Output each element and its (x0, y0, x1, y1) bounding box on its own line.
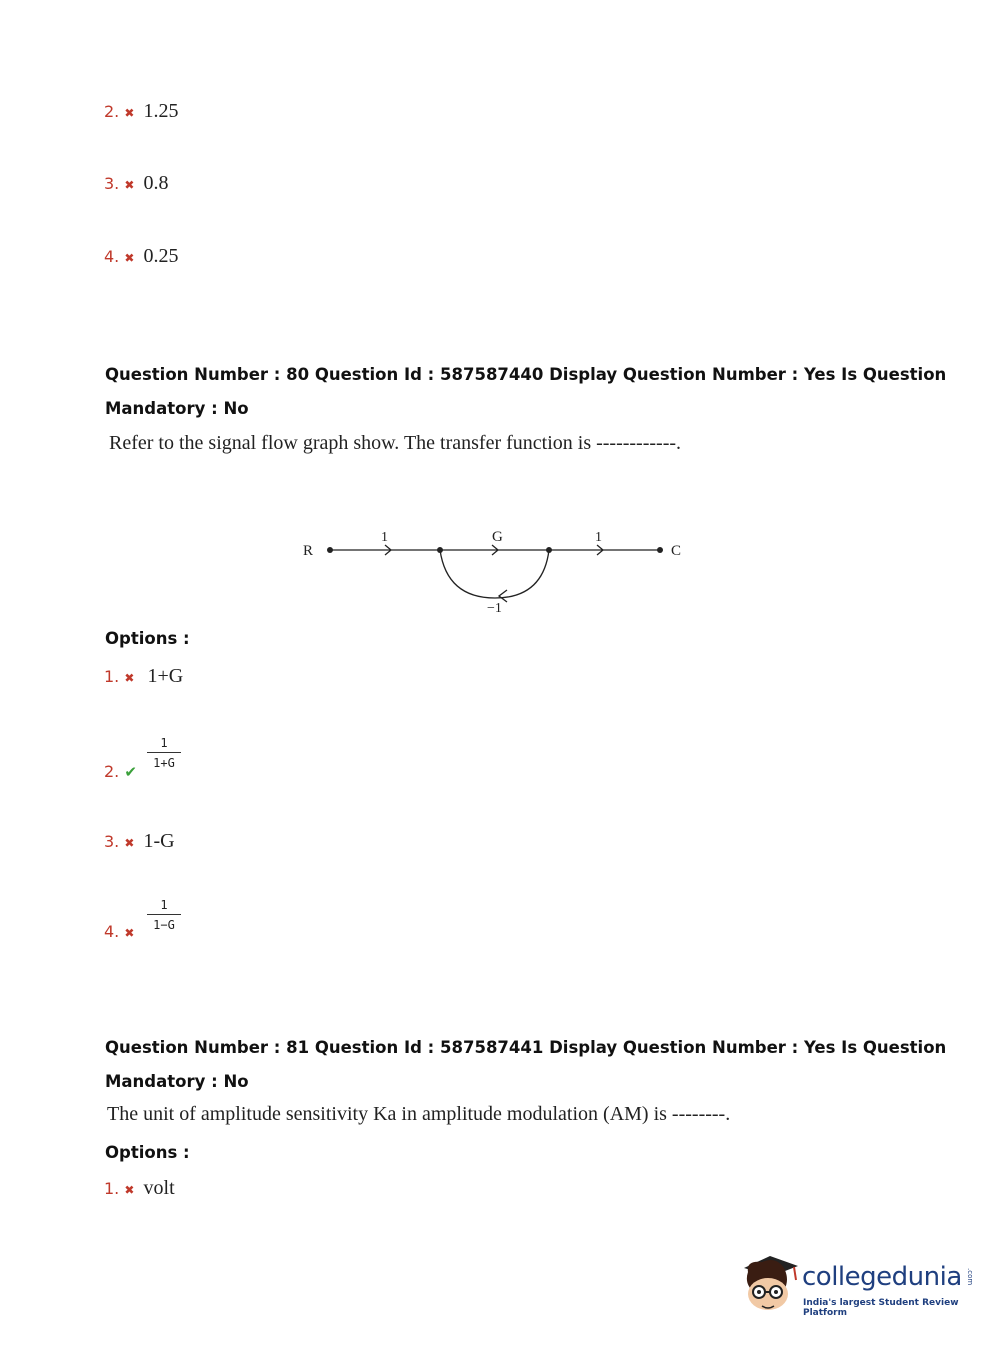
option-number: 1. (104, 1179, 120, 1198)
fraction-denominator: 1−G (147, 914, 181, 932)
q80-option-3 (104, 830, 175, 853)
q80-option-2 (104, 762, 137, 781)
q80-question-text: Refer to the signal flow graph show. The transfer function is ------------. (109, 432, 682, 454)
option-number: 4. (104, 247, 120, 266)
q81-question-text: The unit of amplitude sensitivity Ka in amplitude modulation (AM) is --------. (107, 1103, 731, 1125)
logo-tagline: India's largest Student Review Platform (803, 1298, 959, 1318)
option-number: 4. (104, 922, 120, 941)
node-label-r: R (303, 543, 314, 559)
prev-option-2 (104, 100, 179, 123)
q80-option-4 (104, 922, 134, 941)
node-c (657, 547, 663, 553)
wrong-mark-icon: ✖ (124, 926, 135, 940)
feedback-loop-path (440, 550, 549, 598)
fraction-numerator: 1 (160, 898, 168, 912)
wrong-mark-icon: ✖ (124, 106, 135, 120)
wrong-mark-icon: ✖ (124, 178, 135, 192)
correct-check-icon: ✔ (124, 763, 137, 781)
option-value: volt (143, 1177, 175, 1199)
gain-label-g: G (492, 529, 503, 545)
q80-option-1 (104, 665, 183, 688)
logo-com: .com (966, 1268, 974, 1286)
fraction-denominator: 1+G (147, 752, 181, 770)
wrong-mark-icon: ✖ (124, 671, 135, 685)
q81-options-label: Options : (105, 1143, 190, 1162)
option-value: 1-G (143, 830, 175, 852)
q80-option-2-fraction (147, 736, 181, 770)
option-value: 1+G (147, 665, 184, 687)
option-number: 3. (104, 174, 120, 193)
option-value: 0.8 (143, 172, 169, 194)
q81-header-line1: Question Number : 81 Question Id : 587587441 Display Question Number : Yes Is Question (105, 1038, 947, 1057)
option-number: 2. (104, 102, 120, 121)
wrong-mark-icon: ✖ (124, 251, 135, 265)
q80-header-line2: Mandatory : No (105, 399, 249, 418)
q81-option-1 (104, 1177, 175, 1200)
prev-option-4 (104, 245, 179, 268)
q80-options-label: Options : (105, 629, 190, 648)
signal-flow-graph (295, 522, 695, 622)
option-number: 1. (104, 667, 120, 686)
fraction-numerator: 1 (160, 736, 168, 750)
option-value: 0.25 (143, 245, 179, 267)
option-number: 2. (104, 762, 120, 781)
gain-label-1: 1 (381, 530, 388, 545)
gain-label-2: 1 (595, 530, 602, 545)
option-value: 1.25 (143, 100, 179, 122)
mascot-icon (740, 1250, 802, 1316)
option-number: 3. (104, 832, 120, 851)
q80-option-4-fraction (147, 898, 181, 932)
wrong-mark-icon: ✖ (124, 1183, 135, 1197)
wrong-mark-icon: ✖ (124, 836, 135, 850)
q80-header-line1: Question Number : 80 Question Id : 587587440 Display Question Number : Yes Is Question (105, 365, 947, 384)
node-label-c: C (671, 543, 682, 559)
collegedunia-logo (740, 1250, 980, 1320)
prev-option-3 (104, 172, 169, 195)
feedback-gain-label: −1 (487, 601, 502, 616)
node-r (327, 547, 333, 553)
logo-wordmark: collegedunia (802, 1262, 962, 1292)
q81-header-line2: Mandatory : No (105, 1072, 249, 1091)
